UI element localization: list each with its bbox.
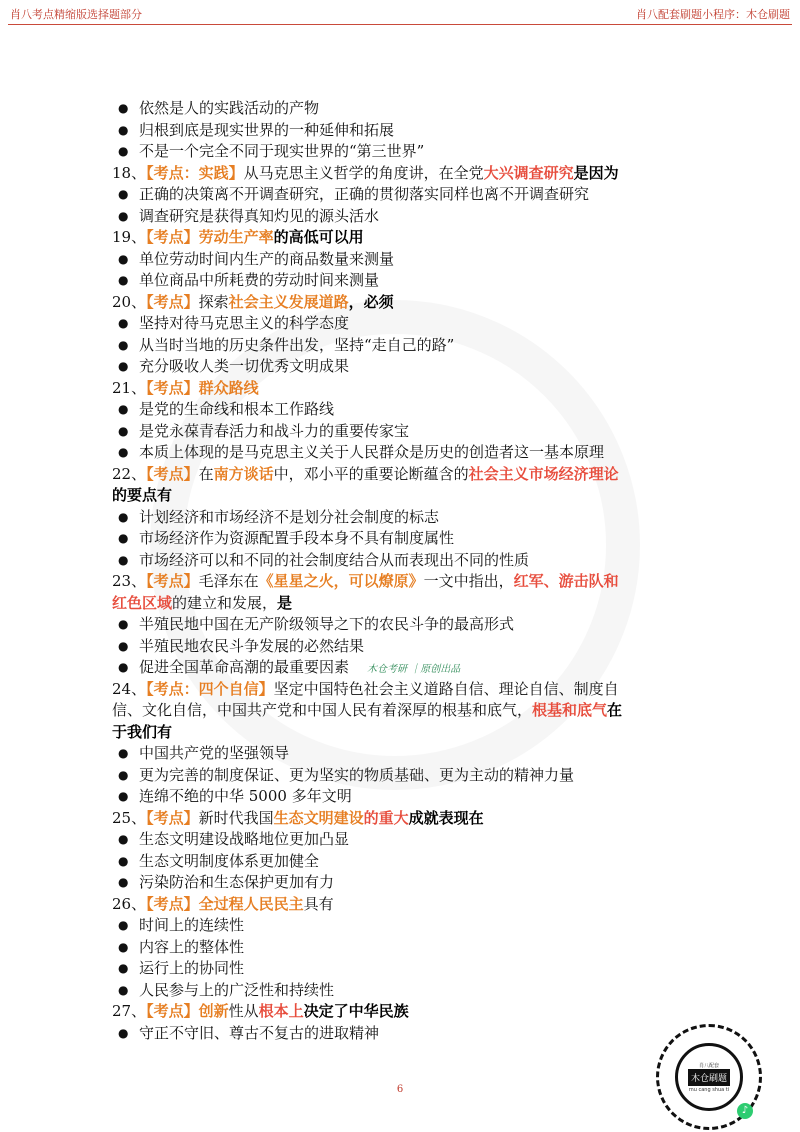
text-segment: 归根到底是现实世界的一种延伸和拓展 [139, 120, 395, 139]
text-segment: 23、 [112, 572, 147, 590]
text-segment: 【考点】 [146, 464, 199, 483]
option-item [116, 141, 676, 163]
text-segment: 红色区域 [112, 593, 173, 612]
text-segment: 从马克思主义哲学的角度讲，在全党 [243, 163, 484, 182]
miniprogram-icon: ♪ [737, 1103, 753, 1119]
question-line [112, 227, 676, 249]
text-segment: 25、 [112, 808, 147, 827]
option-item [116, 980, 676, 1002]
text-segment: 的要点有 [112, 486, 173, 504]
text-segment: 是党永葆青春活力和战斗力的重要传家宝 [139, 421, 410, 440]
qr-top-text: 肖八配套 [698, 1063, 719, 1069]
text-segment: 调查研究是获得真知灼见的源头活水 [139, 206, 380, 225]
text-segment: 生态文明制度体系更加健全 [139, 851, 320, 870]
question-line [112, 571, 676, 593]
text-segment: 的重大 [363, 808, 409, 827]
text-segment: 促进全国革命高潮的最重要因素 [139, 658, 350, 676]
text-segment: 市场经济作为资源配置手段本身不具有制度属性 [139, 529, 455, 547]
question-line [112, 163, 676, 185]
text-segment: 污染防治和生态保护更加有力 [139, 873, 335, 891]
question-continuation [112, 722, 676, 744]
question-line [112, 679, 676, 701]
text-segment: 更为完善的制度保证、更为坚实的物质基础、更为主动的精神力量 [139, 765, 575, 784]
text-segment: 计划经济和市场经济不是划分社会制度的标志 [139, 507, 440, 526]
option-item [116, 657, 676, 679]
text-segment: 正确的决策离不开调查研究，正确的贯彻落实同样也离不开调查研究 [139, 185, 590, 203]
text-segment: 于我们有 [112, 722, 173, 741]
option-item [116, 550, 676, 572]
option-item [116, 872, 676, 894]
text-segment: 大兴调查研究 [483, 163, 574, 182]
question-continuation [112, 593, 676, 615]
question-line [112, 894, 676, 916]
text-segment: 社会主义市场经济理论 [468, 464, 619, 483]
text-segment: 26、 [112, 894, 147, 913]
text-segment: 22、 [112, 464, 147, 483]
text-segment: 18、 [112, 163, 147, 182]
option-item [116, 786, 676, 808]
header-left-title: 肖八考点精缩版选择题部分 [10, 8, 142, 21]
text-segment: 连绵不绝的中华 5000 多年文明 [139, 787, 352, 805]
text-segment: 【考点】 [146, 572, 199, 590]
option-item [116, 313, 676, 335]
text-segment: 中国共产党的坚强领导 [139, 744, 290, 762]
text-segment: 在 [198, 464, 214, 483]
option-item [116, 958, 676, 980]
text-segment: 坚定中国特色社会主义道路自信、理论自信、制度自 [273, 679, 619, 698]
text-segment: 市场经济可以和不同的社会制度结合从而表现出不同的性质 [139, 550, 530, 569]
option-item [116, 249, 676, 271]
text-segment: 是因为 [573, 163, 619, 182]
text-segment: 是党的生命线和根本工作路线 [139, 400, 335, 418]
text-segment: 中，邓小平的重要论断蕴含的 [273, 464, 469, 483]
text-segment: 【考点：四个自信】 [146, 679, 274, 698]
text-segment: 南方谈话 [213, 464, 274, 483]
option-item [116, 206, 676, 228]
qr-badge-text: 木仓刷题 [688, 1069, 730, 1086]
text-segment: 20、 [112, 292, 147, 311]
option-item [116, 829, 676, 851]
text-segment: 一文中指出， [423, 572, 514, 590]
option-item [116, 98, 676, 120]
text-segment: 红军、游击队和 [513, 572, 619, 590]
text-segment: 的建立和发展， [172, 593, 278, 612]
option-item [116, 120, 676, 142]
text-segment: 在 [607, 701, 623, 719]
text-segment: 探索 [198, 292, 229, 311]
text-segment: ，必须 [348, 292, 394, 311]
option-item [116, 528, 676, 550]
header-right-title: 肖八配套刷题小程序：木仓刷题 [636, 8, 790, 21]
option-item [116, 335, 676, 357]
text-segment: 单位劳动时间内生产的商品数量来测量 [139, 249, 395, 268]
text-segment: 是 [277, 593, 293, 612]
question-line [112, 1001, 676, 1023]
text-segment: 从当时当地的历史条件出发，坚持“走自己的路” [139, 335, 455, 354]
page-number: 6 [396, 1084, 404, 1095]
text-segment: 坚持对待马克思主义的科学态度 [139, 314, 350, 332]
text-segment: 生态文明建设战略地位更加凸显 [139, 830, 350, 848]
question-line [112, 378, 676, 400]
option-item [116, 270, 676, 292]
option-item [116, 1023, 676, 1045]
text-segment: 半殖民地中国在无产阶级领导之下的农民斗争的最高形式 [139, 615, 515, 633]
text-segment: 【考点】劳动生产率 [146, 228, 274, 246]
text-segment: 时间上的连续性 [139, 916, 245, 934]
text-segment: 24、 [112, 679, 147, 698]
qr-center-logo [675, 1043, 743, 1111]
text-segment: 信、文化自信，中国共产党和中国人民有着深厚的根基和底气， [112, 701, 533, 719]
question-line [112, 292, 676, 314]
header-divider [8, 24, 792, 25]
text-segment: 21、 [112, 378, 147, 397]
text-segment: 依然是人的实践活动的产物 [139, 99, 320, 117]
option-item [116, 184, 676, 206]
option-item [116, 743, 676, 765]
text-segment: 单位商品中所耗费的劳动时间来测量 [139, 271, 380, 289]
text-segment: 根本上 [258, 1002, 304, 1020]
question-line [112, 464, 676, 486]
text-segment: 【考点】群众路线 [146, 378, 259, 397]
option-item [116, 614, 676, 636]
option-item [116, 851, 676, 873]
text-segment: 半殖民地农民斗争发展的必然结果 [139, 636, 365, 655]
text-segment: 生态文明建设 [273, 808, 364, 827]
text-segment: 毛泽东在 [198, 572, 259, 590]
miniprogram-qr-code[interactable] [656, 1024, 762, 1130]
question-continuation [112, 700, 676, 722]
option-item [116, 399, 676, 421]
text-segment: 【考点】 [146, 808, 199, 827]
text-segment: 根基和底气 [532, 701, 608, 719]
text-segment: 本质上体现的是马克思主义关于人民群众是历史的创造者这一基本原理 [139, 443, 605, 461]
text-segment: 的高低可以用 [273, 228, 364, 246]
question-continuation [112, 485, 676, 507]
question-line [112, 808, 676, 830]
option-item [116, 356, 676, 378]
text-segment: 守正不守旧、尊古不复古的进取精神 [139, 1023, 380, 1042]
option-item [116, 421, 676, 443]
text-segment: 【考点：实践】 [146, 163, 244, 182]
text-segment: 决定了中华民族 [303, 1002, 409, 1020]
text-segment: 《星星之火，可以燎原》 [258, 572, 424, 590]
text-segment: 19、 [112, 228, 147, 246]
question-content [112, 98, 676, 1044]
text-segment: 运行上的协同性 [139, 959, 245, 977]
origin-stamp: 木仓考研 ｜原创出品 [367, 664, 461, 675]
text-segment: 性从 [228, 1002, 259, 1020]
option-item [116, 442, 676, 464]
option-item [116, 937, 676, 959]
text-segment: 【考点】 [146, 292, 199, 311]
option-item [116, 507, 676, 529]
text-segment: 新时代我国 [198, 808, 274, 827]
text-segment: 充分吸收人类一切优秀文明成果 [139, 357, 350, 375]
text-segment: 27、 [112, 1002, 147, 1020]
text-segment: 成就表现在 [408, 808, 484, 827]
option-item [116, 915, 676, 937]
text-segment: 【考点】全过程人民民主 [146, 894, 304, 913]
text-segment: 社会主义发展道路 [228, 292, 349, 311]
option-item [116, 765, 676, 787]
text-segment: 不是一个完全不同于现实世界的“第三世界” [139, 142, 425, 160]
text-segment: 人民参与上的广泛性和持续性 [139, 980, 335, 999]
text-segment: 具有 [303, 894, 334, 913]
text-segment: 内容上的整体性 [139, 937, 245, 956]
option-item [116, 636, 676, 658]
qr-sub-text: mu cang shua ti [688, 1087, 730, 1093]
text-segment: 【考点】创新 [146, 1002, 229, 1020]
